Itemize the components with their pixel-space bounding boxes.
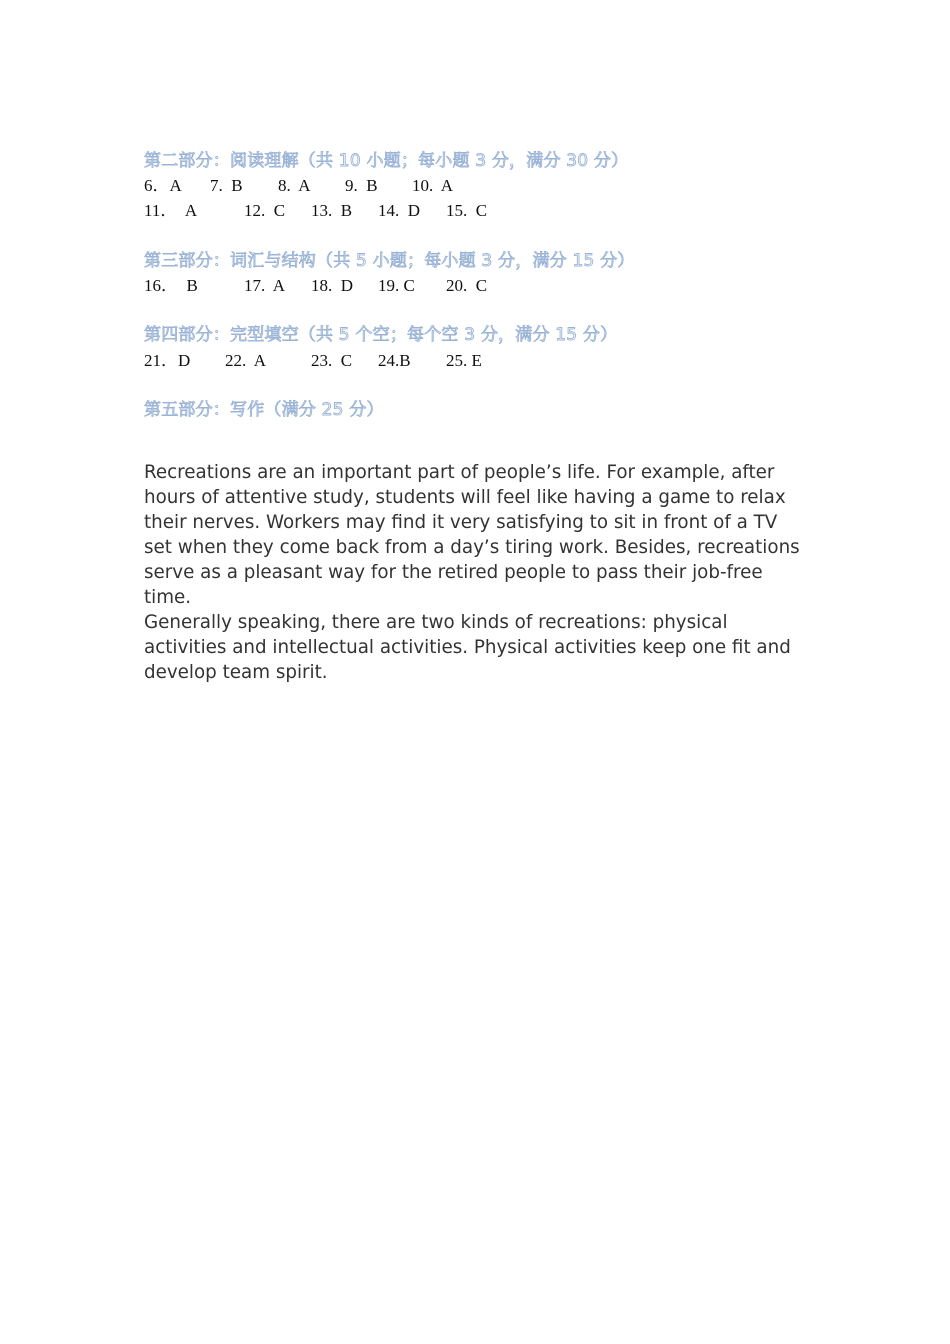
answer-11: 11． A bbox=[144, 201, 198, 220]
answer-18: 18. D bbox=[311, 276, 354, 295]
essay-paragraph-1: Recreations are an important part of people’s life. For example, after hours of attentive study, students will feel like having a game to relax their nerves. Workers may find it very satisfying to sit in front of a TV set when they come back from a day’s tiring work. Besides, recreations serve as a pleasant way for the retired people to pass their job-free time. bbox=[144, 462, 800, 608]
answer-row-11-15 bbox=[144, 199, 744, 223]
essay-paragraph-2: Generally speaking, there are two kinds of recreations: physical activities and intellectual activities. Physical activities keep one fit and develop team spirit. bbox=[144, 612, 791, 683]
section-heading-cloze: 第四部分：完型填空（共 5 个空；每个空 3 分，满分 15 分） bbox=[144, 325, 618, 345]
answer-19: 19. C bbox=[378, 276, 415, 295]
answer-23: 23. C bbox=[311, 351, 353, 370]
answer-17: 17. A bbox=[244, 276, 286, 295]
section-heading-writing: 第五部分：写作（满分 25 分） bbox=[144, 400, 384, 420]
answer-10: 10. A bbox=[412, 176, 454, 195]
answer-row-6-10 bbox=[144, 174, 744, 198]
answer-6: 6．A bbox=[144, 176, 182, 195]
answer-7: 7. B bbox=[210, 176, 243, 195]
answer-12: 12. C bbox=[244, 201, 286, 220]
answer-25: 25. E bbox=[446, 351, 482, 370]
answer-9: 9. B bbox=[345, 176, 378, 195]
section-heading-reading: 第二部分：阅读理解（共 10 小题；每小题 3 分，满分 30 分） bbox=[144, 151, 629, 171]
section-heading-vocabulary: 第三部分：词汇与结构（共 5 小题；每小题 3 分，满分 15 分） bbox=[144, 251, 635, 271]
answer-21: 21．D bbox=[144, 351, 191, 370]
answer-22: 22. A bbox=[225, 351, 267, 370]
answer-13: 13. B bbox=[311, 201, 353, 220]
essay-body bbox=[144, 460, 804, 685]
answer-row-21-25 bbox=[144, 349, 744, 373]
answer-8: 8. A bbox=[278, 176, 311, 195]
answer-16: 16． B bbox=[144, 276, 198, 295]
answer-14: 14. D bbox=[378, 201, 421, 220]
answer-15: 15. C bbox=[446, 201, 488, 220]
answer-24: 24.B bbox=[378, 351, 411, 370]
answer-row-16-20 bbox=[144, 274, 744, 298]
answer-20: 20. C bbox=[446, 276, 488, 295]
